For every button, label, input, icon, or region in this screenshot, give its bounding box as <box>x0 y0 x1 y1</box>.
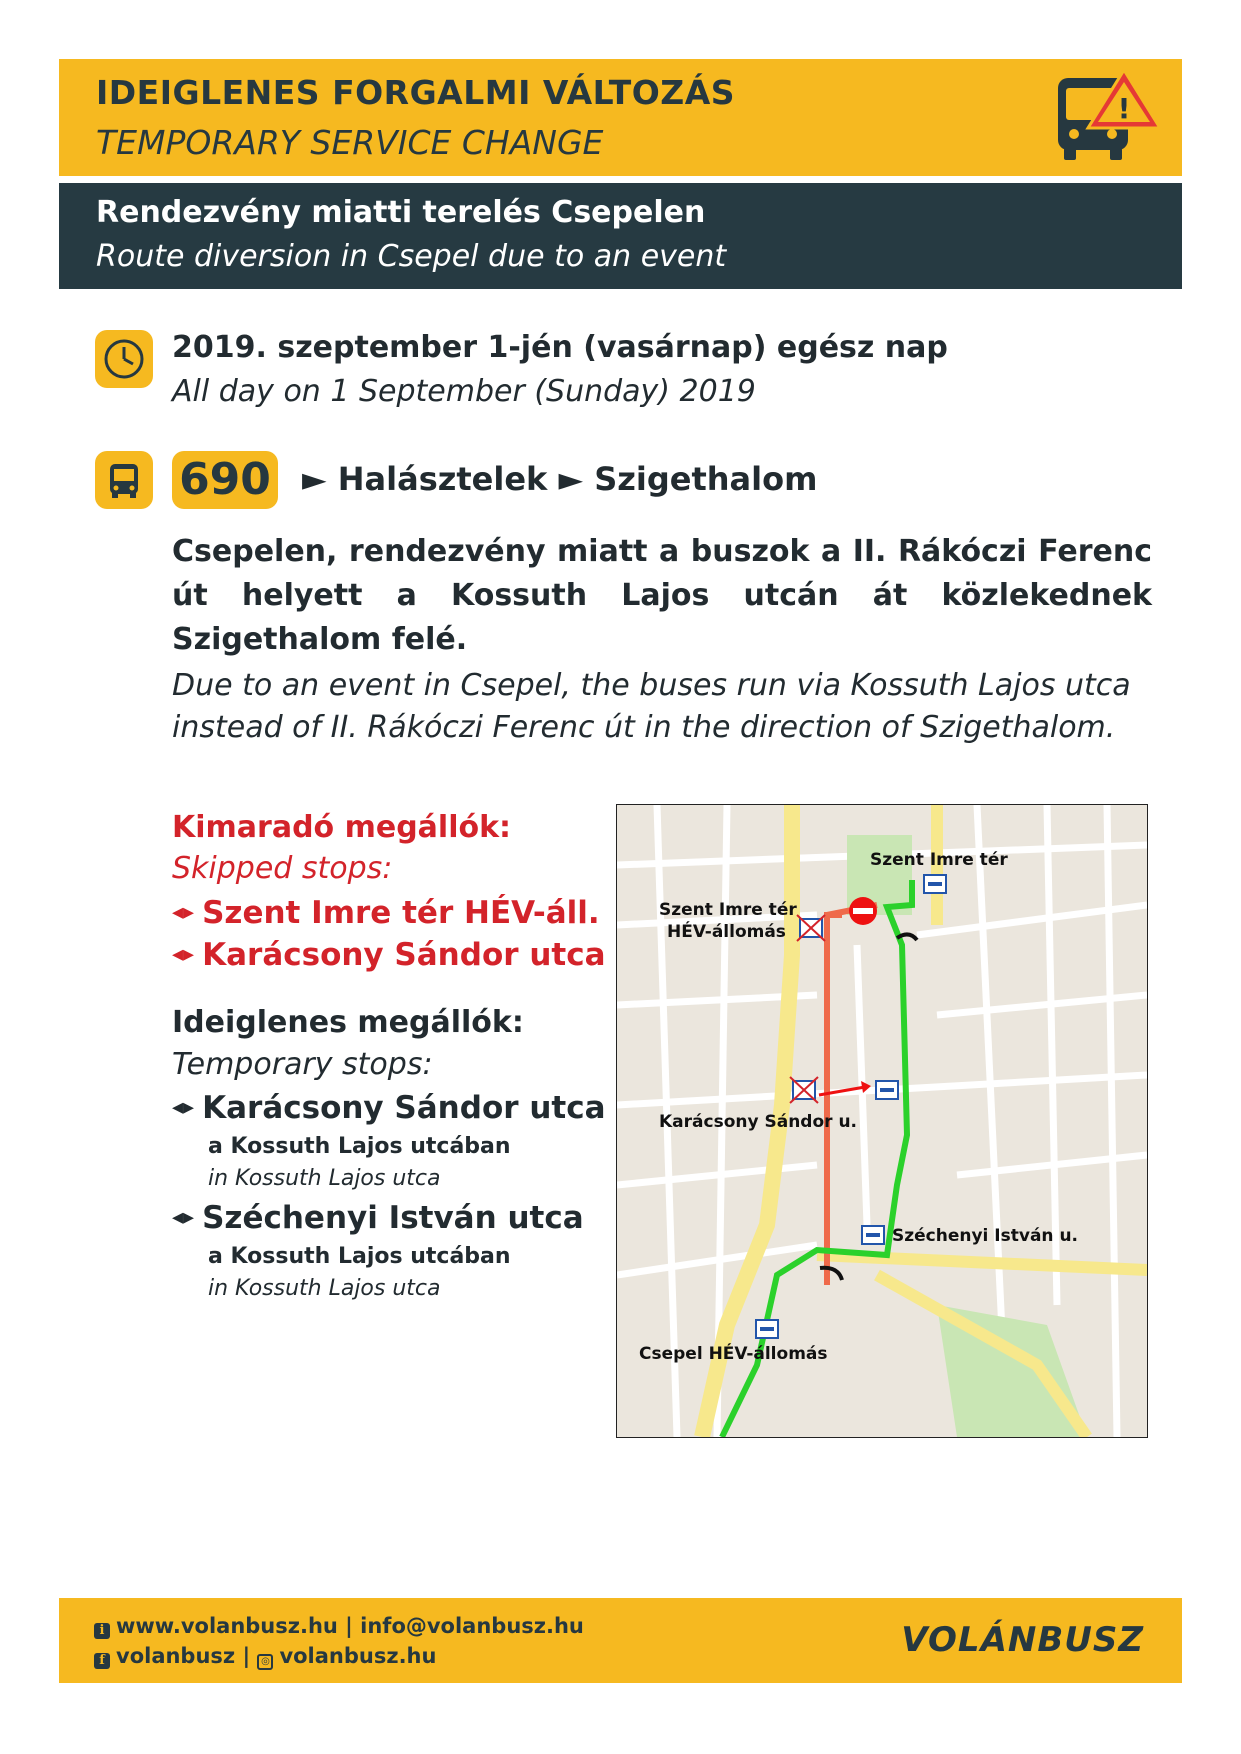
diversion-map <box>616 804 1148 1438</box>
footer-contact-line <box>94 1614 584 1639</box>
stop-marker <box>924 875 946 893</box>
stop-arrows-icon: ◂▸ <box>172 942 195 967</box>
map-major-road <box>817 1255 1147 1270</box>
clock-icon <box>95 330 153 388</box>
skipped-stops-label: Kimaradó megállók: <box>172 810 512 845</box>
stop-marker <box>876 1081 898 1099</box>
map-label: HÉV-állomás <box>667 922 786 942</box>
volanbusz-logo: VOLÁNBUSZ <box>901 1620 1144 1660</box>
temporary-stop <box>172 1090 606 1126</box>
banner-title: Rendezvény miatti terelés Csepelen <box>96 195 706 230</box>
temporary-stop-note: a Kossuth Lajos utcában <box>208 1134 511 1159</box>
map-label: Szent Imre tér <box>659 900 797 920</box>
instagram-link[interactable]: volanbusz.hu <box>279 1644 437 1668</box>
skipped-stop <box>172 937 606 973</box>
footer <box>59 1598 1182 1683</box>
facebook-link[interactable]: volanbusz <box>116 1644 236 1668</box>
temporary-stop-note-en: in Kossuth Lajos utca <box>208 1276 441 1301</box>
website-link[interactable]: www.volanbusz.hu <box>116 1614 338 1638</box>
stop-arrows-icon: ◂▸ <box>172 1095 195 1120</box>
temporary-stop-name: Karácsony Sándor utca <box>202 1090 606 1126</box>
temporary-stop-note: a Kossuth Lajos utcában <box>208 1244 511 1269</box>
temporary-stops-label: Ideiglenes megállók: <box>172 1005 524 1040</box>
temporary-stop <box>172 1200 584 1236</box>
map-closed-route <box>827 915 842 1285</box>
date-english: All day on 1 September (Sunday) 2019 <box>172 374 756 409</box>
temporary-stop-name: Széchenyi István utca <box>202 1200 584 1236</box>
skipped-stop-name: Karácsony Sándor utca <box>202 937 606 973</box>
separator: | <box>345 1614 353 1638</box>
skipped-stop <box>172 895 600 931</box>
bus-warning-icon <box>1054 64 1164 164</box>
skipped-stop-marker <box>790 1077 818 1103</box>
svg-text:!: ! <box>1117 92 1131 125</box>
map-label: Karácsony Sándor u. <box>659 1112 858 1132</box>
date-hungarian: 2019. szeptember 1-jén (vasárnap) egész nap <box>172 330 948 365</box>
separator: | <box>242 1644 251 1668</box>
header-banner <box>59 59 1182 176</box>
info-icon: i <box>94 1623 110 1639</box>
route-number-badge: 690 <box>172 451 278 509</box>
temporary-stop-note-en: in Kossuth Lajos utca <box>208 1166 441 1191</box>
bus-icon <box>95 451 153 509</box>
turn-arrow-icon <box>820 1268 842 1280</box>
footer-social-line <box>94 1644 436 1670</box>
description-hungarian: Csepelen, rendezvény miatt a buszok a II. Rákóczi Ferenc út helyett a Kossuth Lajos utcán át közlekednek Szigethalom felé. <box>172 534 1152 657</box>
stop-marker <box>756 1320 778 1338</box>
header-subtitle: TEMPORARY SERVICE CHANGE <box>96 123 604 162</box>
map-label: Csepel HÉV-állomás <box>639 1344 828 1364</box>
instagram-icon: ◎ <box>257 1654 273 1670</box>
description-english: Due to an event in Csepel, the buses run via Kossuth Lajos utca instead of II. Rákóczi Ferenc út in the direction of Szigethalom. <box>172 668 1131 745</box>
stop-arrows-icon: ◂▸ <box>172 900 195 925</box>
temporary-stops-label-en: Temporary stops: <box>172 1047 433 1082</box>
header-title: IDEIGLENES FORGALMI VÁLTOZÁS <box>96 73 736 112</box>
skipped-stops-label-en: Skipped stops: <box>172 851 393 886</box>
stop-marker <box>862 1226 884 1244</box>
skipped-stop-marker <box>797 915 825 941</box>
skipped-stop-name: Szent Imre tér HÉV-áll. <box>202 895 600 931</box>
email-link[interactable]: info@volanbusz.hu <box>360 1614 584 1638</box>
map-label: Szent Imre tér <box>870 850 1008 870</box>
facebook-icon: f <box>94 1653 110 1669</box>
route-direction: ► Halásztelek ► Szigethalom <box>302 460 818 498</box>
stop-arrows-icon: ◂▸ <box>172 1205 195 1230</box>
banner-subtitle: Route diversion in Csepel due to an event <box>96 239 727 274</box>
diversion-banner <box>59 183 1182 289</box>
map-label: Széchenyi István u. <box>892 1226 1079 1246</box>
